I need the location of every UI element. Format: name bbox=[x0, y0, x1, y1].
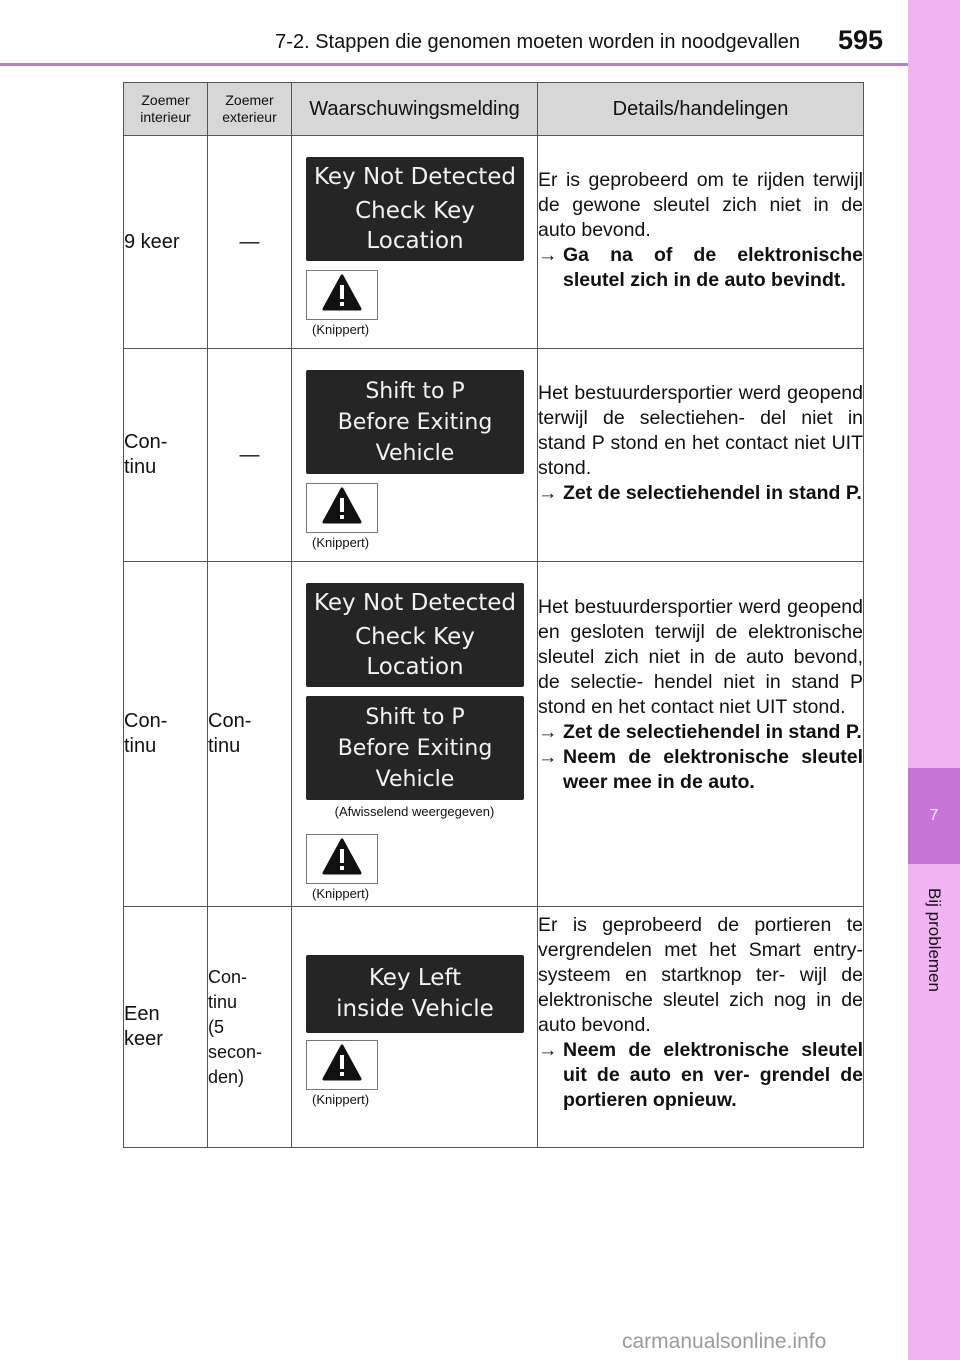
arrow-icon: → bbox=[538, 1039, 558, 1061]
display-screen bbox=[306, 370, 524, 474]
header-details: Details/handelingen bbox=[538, 83, 864, 136]
chapter-label: Bij problemen bbox=[925, 888, 944, 992]
screen-message-line: Check Key Location bbox=[355, 198, 475, 255]
screen-message-line: Key Left bbox=[368, 965, 462, 991]
screen-message-line: Key Not Detected bbox=[313, 589, 517, 616]
screen-message-line: Before Exiting bbox=[337, 409, 493, 435]
display-screen bbox=[306, 955, 524, 1033]
action-item bbox=[538, 243, 863, 293]
action-item bbox=[538, 1038, 863, 1113]
interior-buzzer-cell bbox=[124, 562, 208, 907]
display-screen bbox=[306, 157, 524, 261]
exterior-buzzer-text: — bbox=[239, 443, 260, 466]
interior-buzzer-cell bbox=[124, 136, 208, 349]
interior-buzzer-cell bbox=[124, 349, 208, 562]
warning-light-box bbox=[306, 270, 378, 320]
exterior-buzzer-text: — bbox=[239, 230, 260, 253]
arrow-icon: → bbox=[538, 244, 558, 266]
warning-message-cell bbox=[292, 907, 538, 1148]
action-item bbox=[538, 481, 863, 506]
flashing-caption: (Knippert) bbox=[312, 535, 370, 550]
table-row bbox=[124, 562, 864, 907]
display-screen bbox=[306, 696, 524, 800]
alternating-caption: (Afwisselend weergegeven) bbox=[334, 804, 495, 819]
interior-buzzer-text: Con- tinu bbox=[124, 710, 168, 757]
warning-message-cell bbox=[292, 562, 538, 907]
screen-message-line: Before Exiting bbox=[337, 735, 493, 761]
warning-light-box bbox=[306, 1040, 378, 1090]
exterior-buzzer-cell bbox=[208, 562, 292, 907]
situation-description: Er is geprobeerd de portieren te vergrendelen met het Smart entry-systeem en startknop ter- wijl de elektronische sleutel zich nog in de auto bevond. bbox=[538, 914, 863, 1036]
situation-description: Het bestuurdersportier werd geopend en gesloten terwijl de elektronische sleutel zich niet in de auto bevond, de selectie- hendel niet in stand P stond en het contact niet UIT stond. bbox=[538, 596, 863, 718]
warning-table bbox=[123, 82, 864, 1148]
warning-triangle-icon bbox=[322, 274, 362, 317]
screen-message-line: Vehicle bbox=[375, 440, 455, 466]
details-cell bbox=[538, 349, 864, 562]
interior-buzzer-text: Con- tinu bbox=[124, 431, 168, 478]
warning-light-box bbox=[306, 834, 378, 884]
warning-message-cell bbox=[292, 136, 538, 349]
exterior-buzzer-cell bbox=[208, 907, 292, 1148]
warning-triangle-icon bbox=[322, 1044, 362, 1087]
arrow-icon: → bbox=[538, 746, 558, 768]
details-cell bbox=[538, 907, 864, 1148]
action-text: Neem de elektronische sleutel weer mee in de auto. bbox=[563, 746, 863, 793]
page-number: 595 bbox=[838, 25, 884, 55]
action-item bbox=[538, 745, 863, 795]
interior-buzzer-cell bbox=[124, 907, 208, 1148]
screen-message-line: inside Vehicle bbox=[336, 996, 494, 1022]
screen-message-line: Vehicle bbox=[375, 766, 455, 792]
flashing-caption: (Knippert) bbox=[312, 322, 370, 337]
header-title: 7-2. Stappen die genomen moeten worden in noodgevallen bbox=[275, 31, 800, 53]
situation-description: Het bestuurdersportier werd geopend terwijl de selectiehen- del niet in stand P stond en het contact niet UIT stond. bbox=[538, 382, 863, 479]
chapter-tab: 7 bbox=[908, 768, 960, 864]
exterior-buzzer-cell bbox=[208, 136, 292, 349]
details-cell bbox=[538, 562, 864, 907]
action-text: Zet de selectiehendel in stand P. bbox=[563, 721, 862, 743]
arrow-icon: → bbox=[538, 482, 558, 504]
table-row bbox=[124, 136, 864, 349]
exterior-buzzer-cell bbox=[208, 349, 292, 562]
warning-message-cell bbox=[292, 349, 538, 562]
flashing-caption: (Knippert) bbox=[312, 886, 370, 901]
header-rule bbox=[0, 63, 908, 66]
action-item bbox=[538, 720, 863, 745]
header-exterior-buzzer: Zoemer exterieur bbox=[208, 83, 292, 136]
action-text: Ga na of de elektronische sleutel zich in de auto bevindt. bbox=[563, 244, 863, 291]
table-row bbox=[124, 349, 864, 562]
arrow-icon: → bbox=[538, 721, 558, 743]
watermark: carmanualsonline.info bbox=[622, 1330, 827, 1353]
display-screen bbox=[306, 583, 524, 687]
exterior-buzzer-text: Con- tinu bbox=[208, 710, 252, 757]
table-row bbox=[124, 907, 864, 1148]
flashing-caption: (Knippert) bbox=[312, 1092, 370, 1107]
header-warning-message: Waarschuwingsmelding bbox=[292, 83, 538, 136]
interior-buzzer-text: Een keer bbox=[124, 1003, 163, 1050]
interior-buzzer-text: 9 keer bbox=[124, 230, 180, 253]
warning-light-box bbox=[306, 483, 378, 533]
screen-message-line: Shift to P bbox=[365, 704, 465, 730]
action-text: Neem de elektronische sleutel uit de auto en ver- grendel de portieren opnieuw. bbox=[563, 1039, 863, 1111]
exterior-buzzer-text: Con- tinu (5 secon- den) bbox=[208, 966, 263, 1087]
situation-description: Er is geprobeerd om te rijden terwijl de gewone sleutel zich niet in de auto bevond. bbox=[538, 169, 863, 241]
header-interior-buzzer: Zoemer interieur bbox=[124, 83, 208, 136]
warning-triangle-icon bbox=[322, 487, 362, 530]
details-cell bbox=[538, 136, 864, 349]
action-text: Zet de selectiehendel in stand P. bbox=[563, 482, 862, 504]
table-header-row bbox=[124, 83, 864, 136]
screen-message-line: Shift to P bbox=[365, 378, 465, 404]
screen-message-line: Key Not Detected bbox=[313, 163, 517, 190]
warning-triangle-icon bbox=[322, 838, 362, 881]
screen-message-line: Check Key Location bbox=[355, 624, 475, 681]
side-strip bbox=[908, 0, 960, 1360]
